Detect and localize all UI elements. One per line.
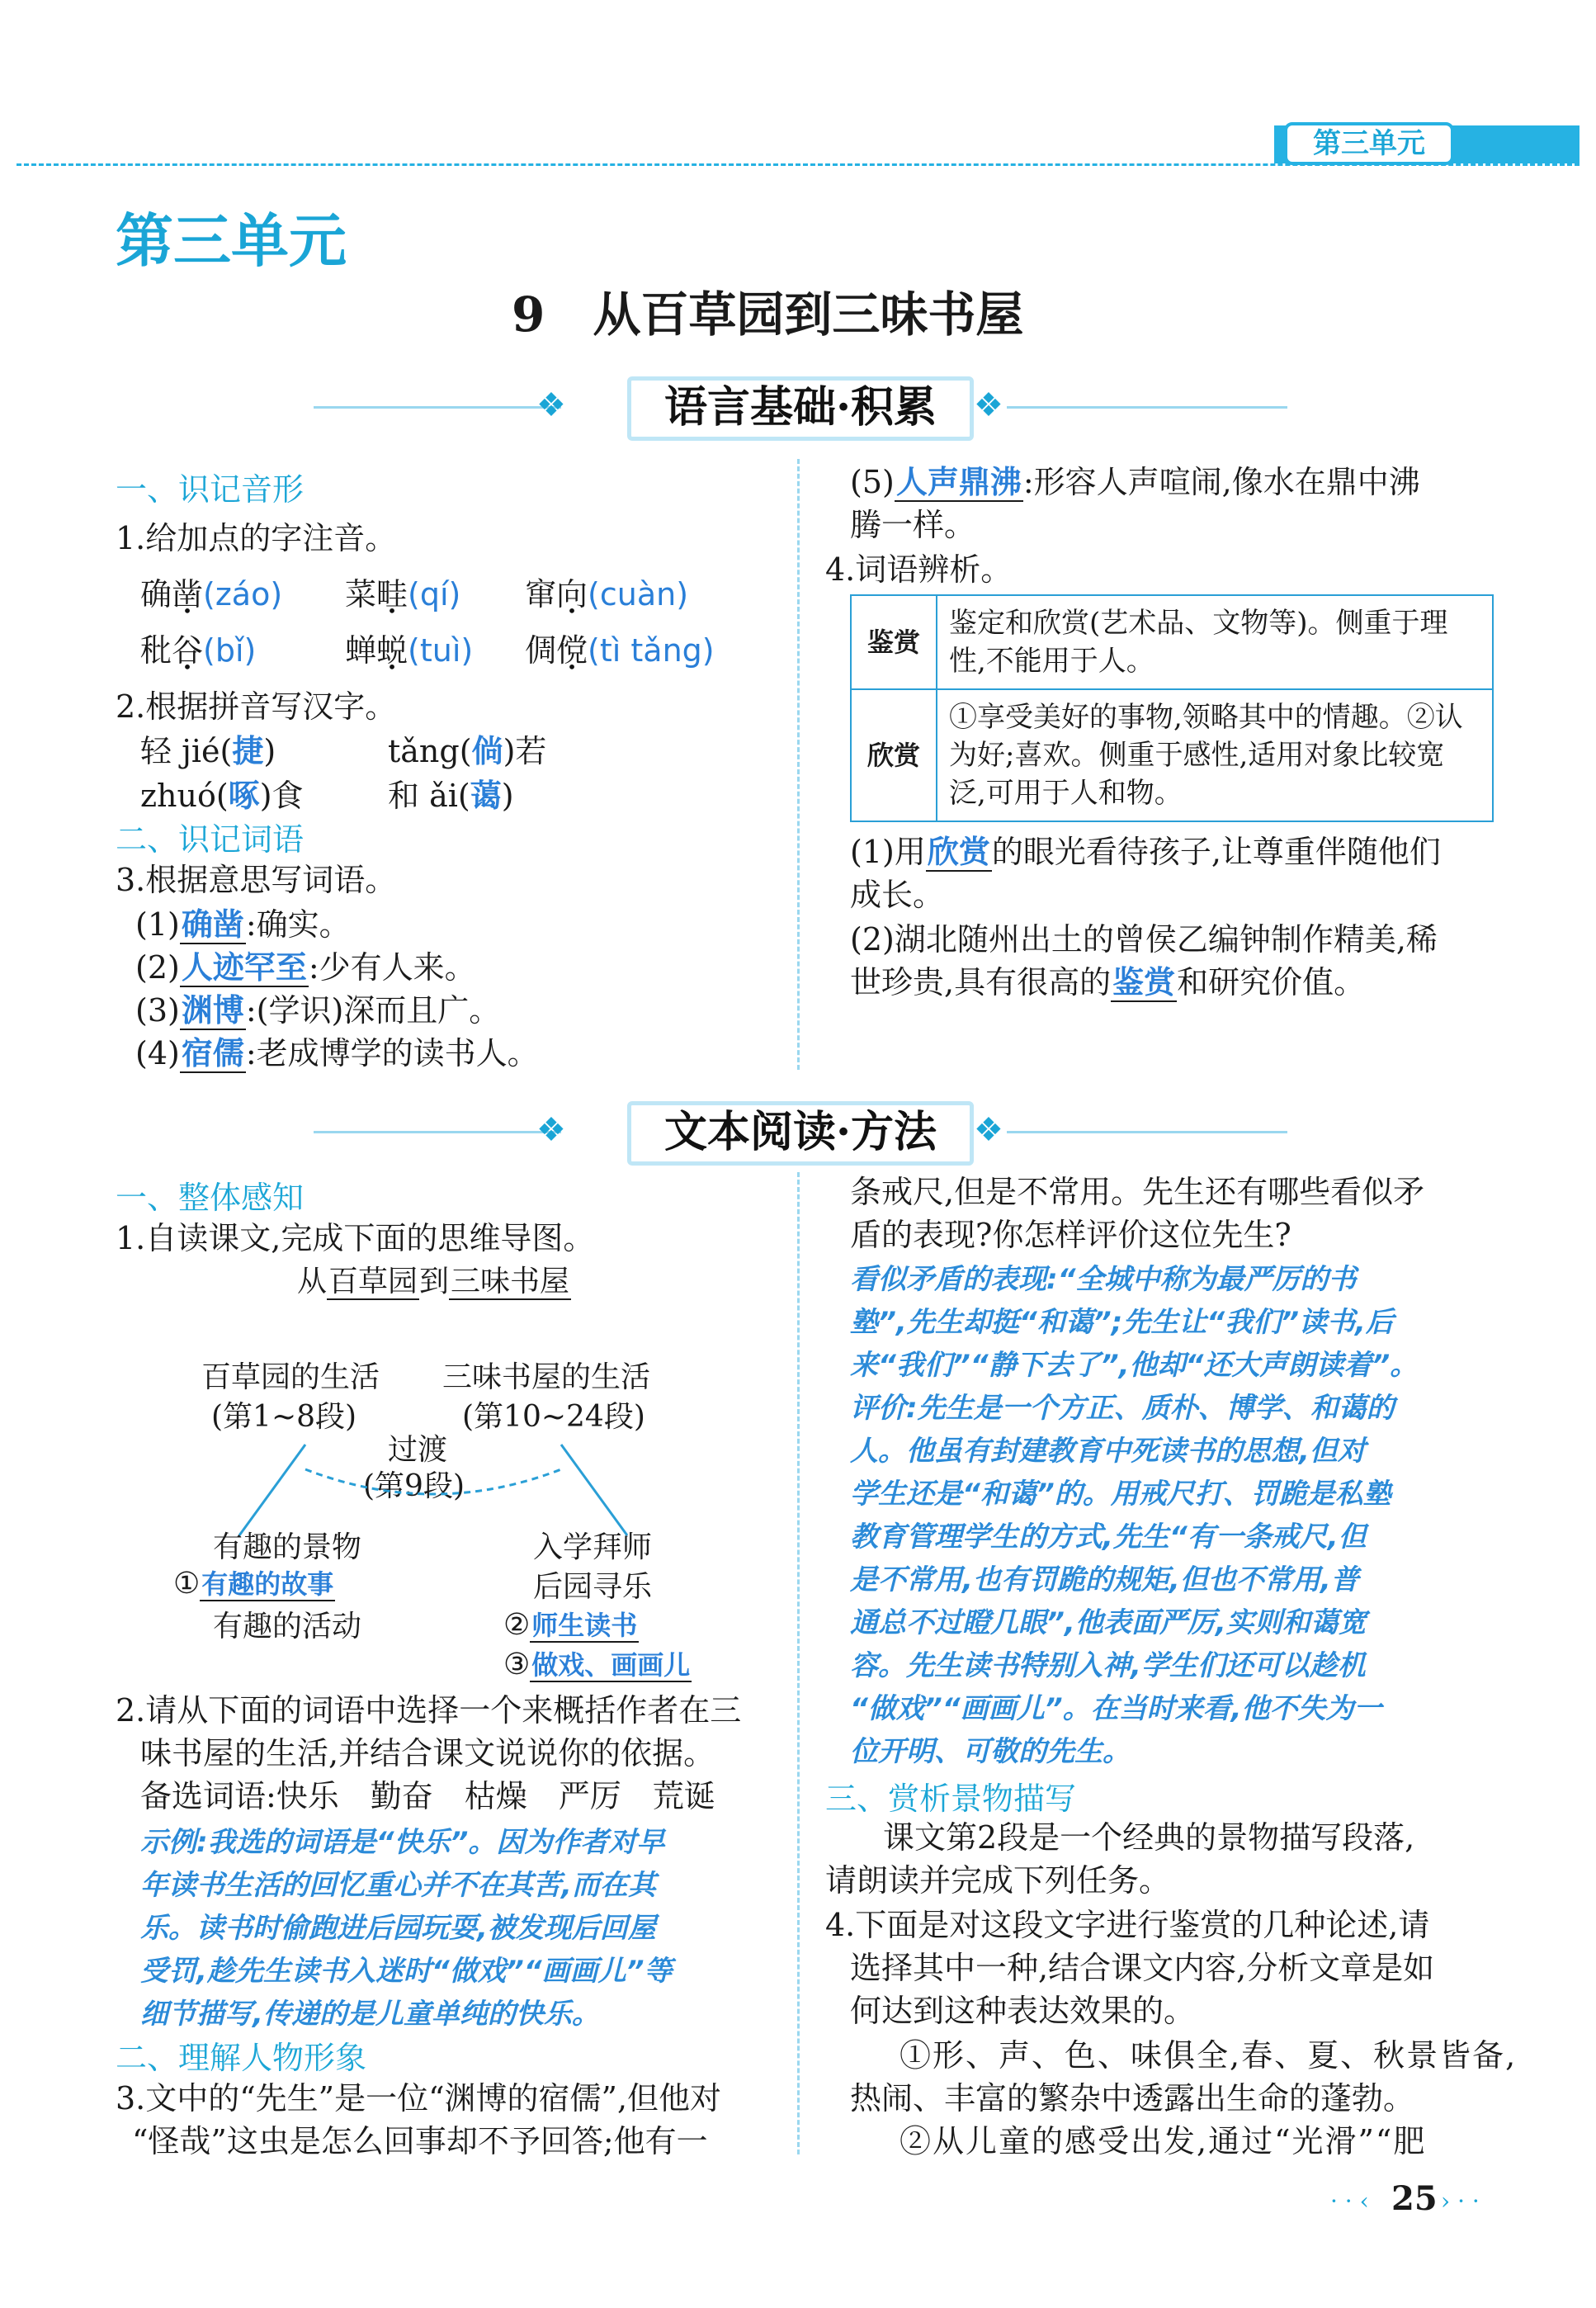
banner1-label: 语言基础·积累 — [663, 382, 937, 433]
question-3: 3.根据意思写词语。 — [116, 862, 397, 898]
q3-item-5: (5)人声鼎沸:形容人声喧闹,像水在鼎中沸 — [850, 464, 1420, 500]
mindmap-right-1: 入学拜师 — [533, 1530, 653, 1564]
section-2-title: 二、识记词语 — [116, 821, 305, 858]
section-4-title: 一、整体感知 — [116, 1180, 305, 1216]
question-5: 1.自读课文,完成下面的思维导图。 — [116, 1220, 595, 1256]
page-number-ornament-left: · · ‹ — [1330, 2187, 1369, 2215]
question-7-line2: “怪哉”这虫是怎么回事却不予回答;他有一 — [132, 2123, 708, 2159]
table-cell: 鉴定和欣赏(艺术品、文物等)。侧重于理性,不能用于人。 — [937, 595, 1493, 689]
option-1-line1: ①形、声、色、味俱全,春、夏、秋景皆备, — [900, 2037, 1518, 2074]
page-number: 25 — [1391, 2179, 1438, 2218]
q3-item-2: (2)人迹罕至:少有人来。 — [135, 949, 476, 986]
section-1-title: 一、识记音形 — [116, 471, 305, 508]
q3-item-1: (1)确凿:确实。 — [135, 906, 351, 943]
table-row — [851, 689, 1493, 821]
q2-item-4: 和 ǎi(蔼) — [388, 778, 514, 814]
mindmap-transition-range: (第9段) — [363, 1469, 465, 1503]
question-7-line1: 3.文中的“先生”是一位“渊博的宿儒”,但他对 — [116, 2080, 722, 2116]
column-divider-1 — [797, 459, 800, 1070]
question-8-line2: 选择其中一种,结合课文内容,分析文章是如 — [850, 1950, 1435, 1986]
question-8-line1: 4.下面是对这段文字进行鉴赏的几种论述,请 — [825, 1907, 1430, 1943]
question-6-words: 备选词语:快乐 勤奋 枯燥 严厉 荒诞 — [140, 1778, 715, 1814]
q2-item-3: zhuó(啄)食 — [140, 778, 304, 814]
page-number-ornament-right: › · · — [1441, 2187, 1480, 2215]
section-6-title: 三、赏析景物描写 — [825, 1781, 1077, 1817]
banner1-line-left — [314, 406, 561, 409]
banner2-ornament-left: ❖ — [536, 1111, 566, 1149]
mindmap-left-range: (第1~8段) — [211, 1400, 357, 1434]
q3-item-5-cont: 腾一样。 — [850, 507, 976, 543]
mindmap-right-range: (第10~24段) — [462, 1400, 645, 1434]
question-2: 2.根据拼音写汉字。 — [116, 688, 397, 725]
banner2-line-left — [314, 1131, 561, 1133]
sentence-2-cont: 世珍贵,具有很高的鉴赏和研究价值。 — [850, 964, 1366, 1000]
header-rule — [17, 163, 1579, 166]
question-1: 1.给加点的字注音。 — [116, 520, 397, 556]
unit-title: 第三单元 — [116, 206, 347, 275]
pinyin-item-2: 菜畦(qí) — [345, 576, 461, 612]
q3-item-4: (4)宿儒:老成博学的读书人。 — [135, 1035, 539, 1071]
table-head: 鉴赏 — [851, 595, 937, 689]
question-8-line3: 何达到这种表达效果的。 — [850, 1993, 1196, 2029]
table-head: 欣赏 — [851, 689, 937, 821]
banner1 — [627, 376, 974, 441]
banner1-ornament-left: ❖ — [536, 386, 566, 424]
question-6-line2: 味书屋的生活,并结合课文说说你的依据。 — [140, 1735, 715, 1771]
q2-item-2: tǎng(倘)若 — [388, 733, 547, 769]
paragraph-line1: 课文第2段是一个经典的景物描写段落, — [883, 1819, 1415, 1856]
table-row — [851, 595, 1493, 689]
pinyin-item-4: 秕谷(bǐ) — [140, 632, 257, 669]
q3-item-3: (3)渊博:(学识)深而且广。 — [135, 992, 501, 1029]
question-7-line3: 条戒尺,但是不常用。先生还有哪些看似矛 — [850, 1174, 1425, 1210]
mindmap-left-1: 有趣的景物 — [213, 1530, 362, 1564]
q2-item-1: 轻 jié(捷) — [140, 733, 276, 769]
lesson-title: 9 从百草园到三味书屋 — [512, 286, 1024, 343]
option-2-line1: ②从儿童的感受出发,通过“光滑”“肥 — [900, 2123, 1427, 2159]
column-divider-2 — [797, 1172, 800, 2154]
banner2-ornament-right: ❖ — [974, 1111, 1003, 1149]
word-comparison-table — [850, 594, 1494, 822]
section-5-title: 二、理解人物形象 — [116, 2040, 367, 2076]
paragraph-line2: 请朗读并完成下列任务。 — [825, 1862, 1171, 1899]
mindmap-right-2: 后园寻乐 — [533, 1570, 653, 1604]
banner2-line-right — [1007, 1131, 1287, 1133]
unit-tab-label: 第三单元 — [1313, 127, 1425, 160]
mindmap-left-head: 百草园的生活 — [201, 1360, 380, 1394]
answer-7: 看似矛盾的表现:“全城中称为最严厉的书 塾”,先生却挺“和蔼”;先生让“我们”读书,后 来“我们”“静下去了”,他却“还大声朗读着”。 评价:先生是一个方正、质朴、博学、和蔼的 人。他虽有封建教育中死读书的思想,但对 学生还是“和蔼”的。用戒尺打、罚跪是私塾 教育管理学生的方式,先生“有一条戒尺,但 是不常用,也有罚跪的规矩,但也不常用,普 通总不过瞪几眼”,他表面严厉,实则和蔼宽 容。先生读书特别入神,学生们还可以趁机 “做戏”“画画儿”。在当时来看,他不失为一 位开明、可敬的先生。 — [850, 1263, 1419, 1768]
question-7-line4: 盾的表现?你怎样评价这位先生? — [850, 1217, 1291, 1253]
sentence-2: (2)湖北随州出土的曾侯乙编钟制作精美,稀 — [850, 921, 1438, 958]
mindmap-transition: 过渡 — [388, 1433, 448, 1467]
banner2 — [627, 1101, 974, 1166]
pinyin-item-3: 窜向(cuàn) — [525, 576, 689, 612]
pinyin-item-6: 倜傥(tì tǎng) — [525, 632, 715, 669]
banner1-ornament-right: ❖ — [974, 386, 1003, 424]
pinyin-item-1: 确凿(záo) — [140, 576, 283, 612]
mindmap-right-4: ③做戏、画画儿 — [503, 1648, 691, 1681]
sentence-1: (1)用欣赏的眼光看待孩子,让尊重伴随他们 — [850, 834, 1441, 870]
banner2-label: 文本阅读·方法 — [663, 1107, 937, 1157]
question-6-line1: 2.请从下面的词语中选择一个来概括作者在三 — [116, 1692, 742, 1729]
question-4: 4.词语辨析。 — [825, 551, 1013, 588]
table-cell: ①享受美好的事物,领略其中的情趣。②认为好;喜欢。侧重于感性,适用对象比较宽泛,可用于人和物。 — [937, 689, 1493, 821]
mindmap-title: 从百草园到三味书屋 — [297, 1265, 570, 1298]
answer-6: 示例:我选的词语是“快乐”。因为作者对早 年读书生活的回忆重心并不在其苦,而在其 乐。读书时偷跑进后园玩耍,被发现后回屋 受罚,趁先生读书入迷时“做戏”“画画儿”等 细节描写,传递的是儿童单纯的快乐。 — [140, 1826, 673, 2031]
mindmap-left-2: ①有趣的故事 — [173, 1567, 334, 1601]
option-1-line2: 热闹、丰富的繁杂中透露出生命的蓬勃。 — [850, 2080, 1415, 2116]
mindmap-right-head: 三味书屋的生活 — [442, 1360, 651, 1394]
pinyin-item-5: 蝉蜕(tuì) — [345, 632, 474, 669]
banner1-line-right — [1007, 406, 1287, 409]
mindmap-right-3: ②师生读书 — [503, 1608, 638, 1642]
unit-tab — [1284, 122, 1454, 165]
sentence-1-cont: 成长。 — [850, 877, 945, 913]
mindmap-left-3: 有趣的活动 — [213, 1610, 362, 1644]
